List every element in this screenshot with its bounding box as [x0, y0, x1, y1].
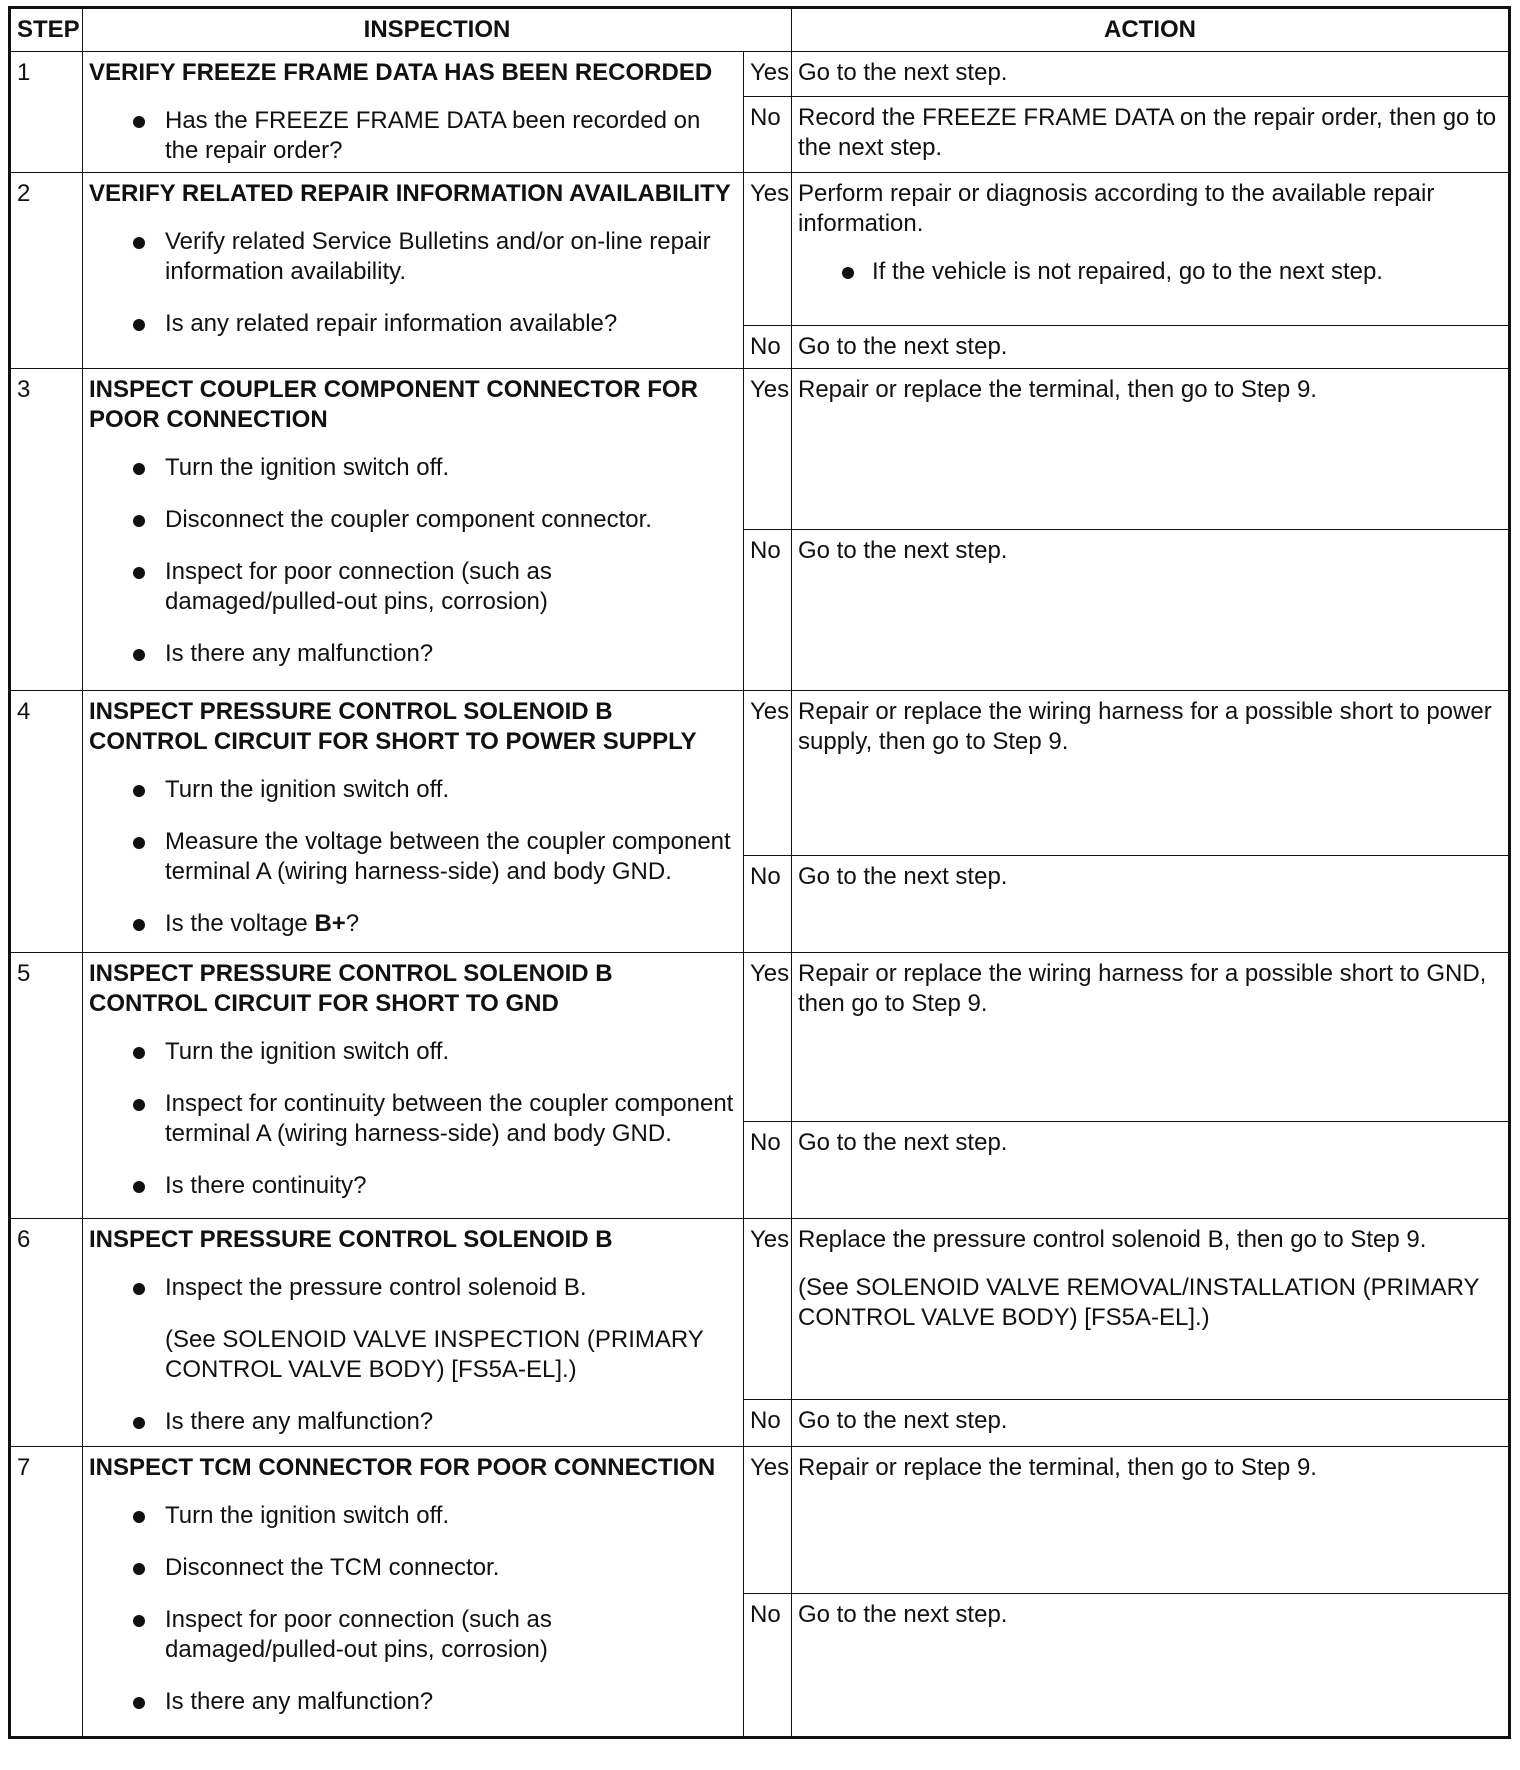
step-row-7 [10, 1447, 1510, 1594]
no-action: Go to the next step. [792, 530, 1510, 691]
no-action: Record the FREEZE FRAME DATA on the repair order, then go to the next step. [792, 96, 1510, 172]
yes-action: Repair or replace the terminal, then go to Step 9. [792, 369, 1510, 530]
inspection-title: INSPECT COUPLER COMPONENT CONNECTOR FOR POOR CONNECTION [89, 376, 698, 433]
inspection-title: VERIFY RELATED REPAIR INFORMATION AVAILABILITY [89, 180, 731, 207]
inspection-cell [83, 1219, 744, 1447]
yes-action: Repair or replace the terminal, then go to Step 9. [792, 1447, 1510, 1594]
step-number: 5 [10, 953, 83, 1219]
yes-action-cell [792, 1219, 1510, 1400]
step-row-3 [10, 369, 1510, 530]
bullet-item: Verify related Service Bulletins and/or on-line repair information availability. [89, 227, 737, 287]
inspection-cell [83, 52, 744, 173]
yes-action-sub-bullet: If the vehicle is not repaired, go to the next step. [798, 257, 1502, 287]
step-row-1 [10, 52, 1510, 97]
step-number: 4 [10, 691, 83, 953]
no-label: No [744, 1400, 792, 1447]
bullet-item: Is any related repair information available? [89, 309, 737, 339]
bullet-item: Inspect the pressure control solenoid B. [89, 1273, 737, 1303]
step-number: 2 [10, 173, 83, 369]
reference-note: (See SOLENOID VALVE INSPECTION (PRIMARY CONTROL VALVE BODY) [FS5A-EL].) [165, 1326, 704, 1383]
inspection-title: INSPECT PRESSURE CONTROL SOLENOID B CONTROL CIRCUIT FOR SHORT TO GND [89, 960, 613, 1017]
step-row-2 [10, 173, 1510, 326]
yes-action: Repair or replace the wiring harness for a possible short to GND, then go to Step 9. [792, 953, 1510, 1122]
step-row-4 [10, 691, 1510, 856]
bullet-item: Turn the ignition switch off. [89, 1037, 737, 1067]
bullet-item [89, 909, 737, 939]
inspection-cell [83, 691, 744, 953]
yes-label: Yes [744, 173, 792, 326]
bullet-item: Disconnect the TCM connector. [89, 1553, 737, 1583]
voltage-value: B+ [314, 910, 346, 937]
no-action: Go to the next step. [792, 1122, 1510, 1219]
bullet-item: Inspect for poor connection (such as damaged/pulled-out pins, corrosion) [89, 1605, 737, 1665]
no-action: Go to the next step. [792, 1400, 1510, 1447]
inspection-cell [83, 953, 744, 1219]
no-action: Go to the next step. [792, 856, 1510, 953]
bullet-item: Inspect for poor connection (such as damaged/pulled-out pins, corrosion) [89, 557, 737, 617]
no-label: No [744, 96, 792, 172]
inspection-title: INSPECT PRESSURE CONTROL SOLENOID B CONTROL CIRCUIT FOR SHORT TO POWER SUPPLY [89, 698, 697, 755]
no-label: No [744, 856, 792, 953]
bullet-item: Turn the ignition switch off. [89, 1501, 737, 1531]
inspection-cell [83, 1447, 744, 1738]
inspection-cell [83, 369, 744, 691]
step-number: 7 [10, 1447, 83, 1738]
yes-label: Yes [744, 1219, 792, 1400]
step-number: 6 [10, 1219, 83, 1447]
diagnostic-table [8, 6, 1511, 1739]
yes-label: Yes [744, 691, 792, 856]
yes-action-cell [792, 173, 1510, 326]
no-label: No [744, 530, 792, 691]
yes-action-note: (See SOLENOID VALVE REMOVAL/INSTALLATION (PRIMARY CONTROL VALVE BODY) [FS5A-EL].) [798, 1274, 1480, 1331]
header-row [10, 8, 1510, 52]
no-label: No [744, 1122, 792, 1219]
bullet-item: Is there continuity? [89, 1171, 737, 1201]
no-label: No [744, 1594, 792, 1738]
header-step: STEP [10, 8, 83, 52]
yes-action: Perform repair or diagnosis according to the available repair information. [798, 180, 1435, 237]
yes-label: Yes [744, 52, 792, 97]
bullet-item: Has the FREEZE FRAME DATA been recorded on the repair order? [89, 106, 737, 166]
yes-action: Go to the next step. [792, 52, 1510, 97]
no-label: No [744, 326, 792, 369]
yes-label: Yes [744, 369, 792, 530]
bullet-item: Inspect for continuity between the coupler component terminal A (wiring harness-side) and body GND. [89, 1089, 737, 1149]
yes-action: Repair or replace the wiring harness for a possible short to power supply, then go to Step 9. [792, 691, 1510, 856]
bullet-item: Is there any malfunction? [89, 1407, 737, 1437]
bullet-item: Is there any malfunction? [89, 639, 737, 669]
inspection-title: INSPECT PRESSURE CONTROL SOLENOID B [89, 1226, 613, 1253]
inspection-cell [83, 173, 744, 369]
bullet-item: Turn the ignition switch off. [89, 775, 737, 805]
bullet-item: Turn the ignition switch off. [89, 453, 737, 483]
bullet-text-prefix: Is the voltage [165, 910, 315, 937]
no-action: Go to the next step. [792, 326, 1510, 369]
yes-action: Replace the pressure control solenoid B, then go to Step 9. [798, 1226, 1427, 1253]
no-action: Go to the next step. [792, 1594, 1510, 1738]
step-row-6 [10, 1219, 1510, 1400]
header-action: ACTION [792, 8, 1510, 52]
step-row-5 [10, 953, 1510, 1122]
diagnostic-procedure-page [8, 6, 1508, 1739]
header-inspection: INSPECTION [83, 8, 792, 52]
inspection-title: INSPECT TCM CONNECTOR FOR POOR CONNECTION [89, 1454, 716, 1481]
step-number: 1 [10, 52, 83, 173]
bullet-item: Measure the voltage between the coupler component terminal A (wiring harness-side) and body GND. [89, 827, 737, 887]
yes-label: Yes [744, 953, 792, 1122]
yes-label: Yes [744, 1447, 792, 1594]
step-number: 3 [10, 369, 83, 691]
bullet-text-suffix: ? [345, 910, 360, 937]
bullet-item: Disconnect the coupler component connector. [89, 505, 737, 535]
inspection-title: VERIFY FREEZE FRAME DATA HAS BEEN RECORDED [89, 59, 713, 86]
bullet-item: Is there any malfunction? [89, 1687, 737, 1717]
